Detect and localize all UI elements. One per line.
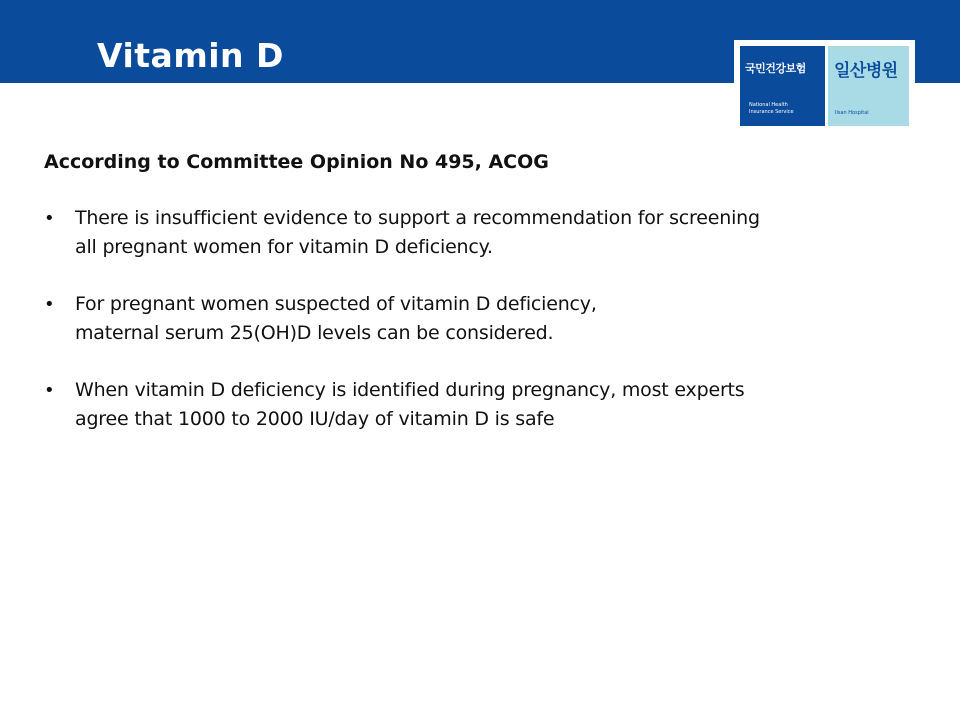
bullet-item-serum-levels bbox=[44, 290, 884, 348]
ilsan-logo-panel bbox=[828, 46, 909, 126]
nhis-english-line1: National Health bbox=[749, 102, 788, 108]
bullet-line: maternal serum 25(OH)D levels can be considered. bbox=[75, 322, 554, 344]
nhis-english-name bbox=[749, 102, 821, 116]
bullet-line: For pregnant women suspected of vitamin D deficiency, bbox=[75, 293, 597, 315]
ilsan-korean-name: 일산병원 bbox=[834, 61, 898, 81]
bullet-item-screening bbox=[44, 204, 884, 262]
hospital-logo bbox=[734, 40, 915, 128]
nhis-logo-panel bbox=[740, 46, 825, 126]
slide-content bbox=[44, 148, 884, 462]
ilsan-english-name: Ilsan Hospital bbox=[835, 110, 869, 116]
bullet-line: There is insufficient evidence to support a recommendation for screening bbox=[75, 207, 760, 229]
bullet-dot-icon: • bbox=[44, 294, 55, 315]
bullet-list bbox=[44, 204, 884, 434]
bullet-line: agree that 1000 to 2000 IU/day of vitamin D is safe bbox=[75, 408, 555, 430]
bullet-line: When vitamin D deficiency is identified during pregnancy, most experts bbox=[75, 379, 745, 401]
nhis-korean-name: 국민건강보험 bbox=[745, 62, 806, 75]
bullet-dot-icon: • bbox=[44, 208, 55, 229]
bullet-item-dosage bbox=[44, 376, 884, 434]
slide-title: Vitamin D bbox=[97, 36, 284, 75]
content-heading: According to Committee Opinion No 495, ACOG bbox=[44, 151, 549, 173]
nhis-english-line2: Insurance Service bbox=[749, 109, 794, 115]
bullet-line: all pregnant women for vitamin D deficiency. bbox=[75, 236, 493, 258]
bullet-dot-icon: • bbox=[44, 380, 55, 401]
